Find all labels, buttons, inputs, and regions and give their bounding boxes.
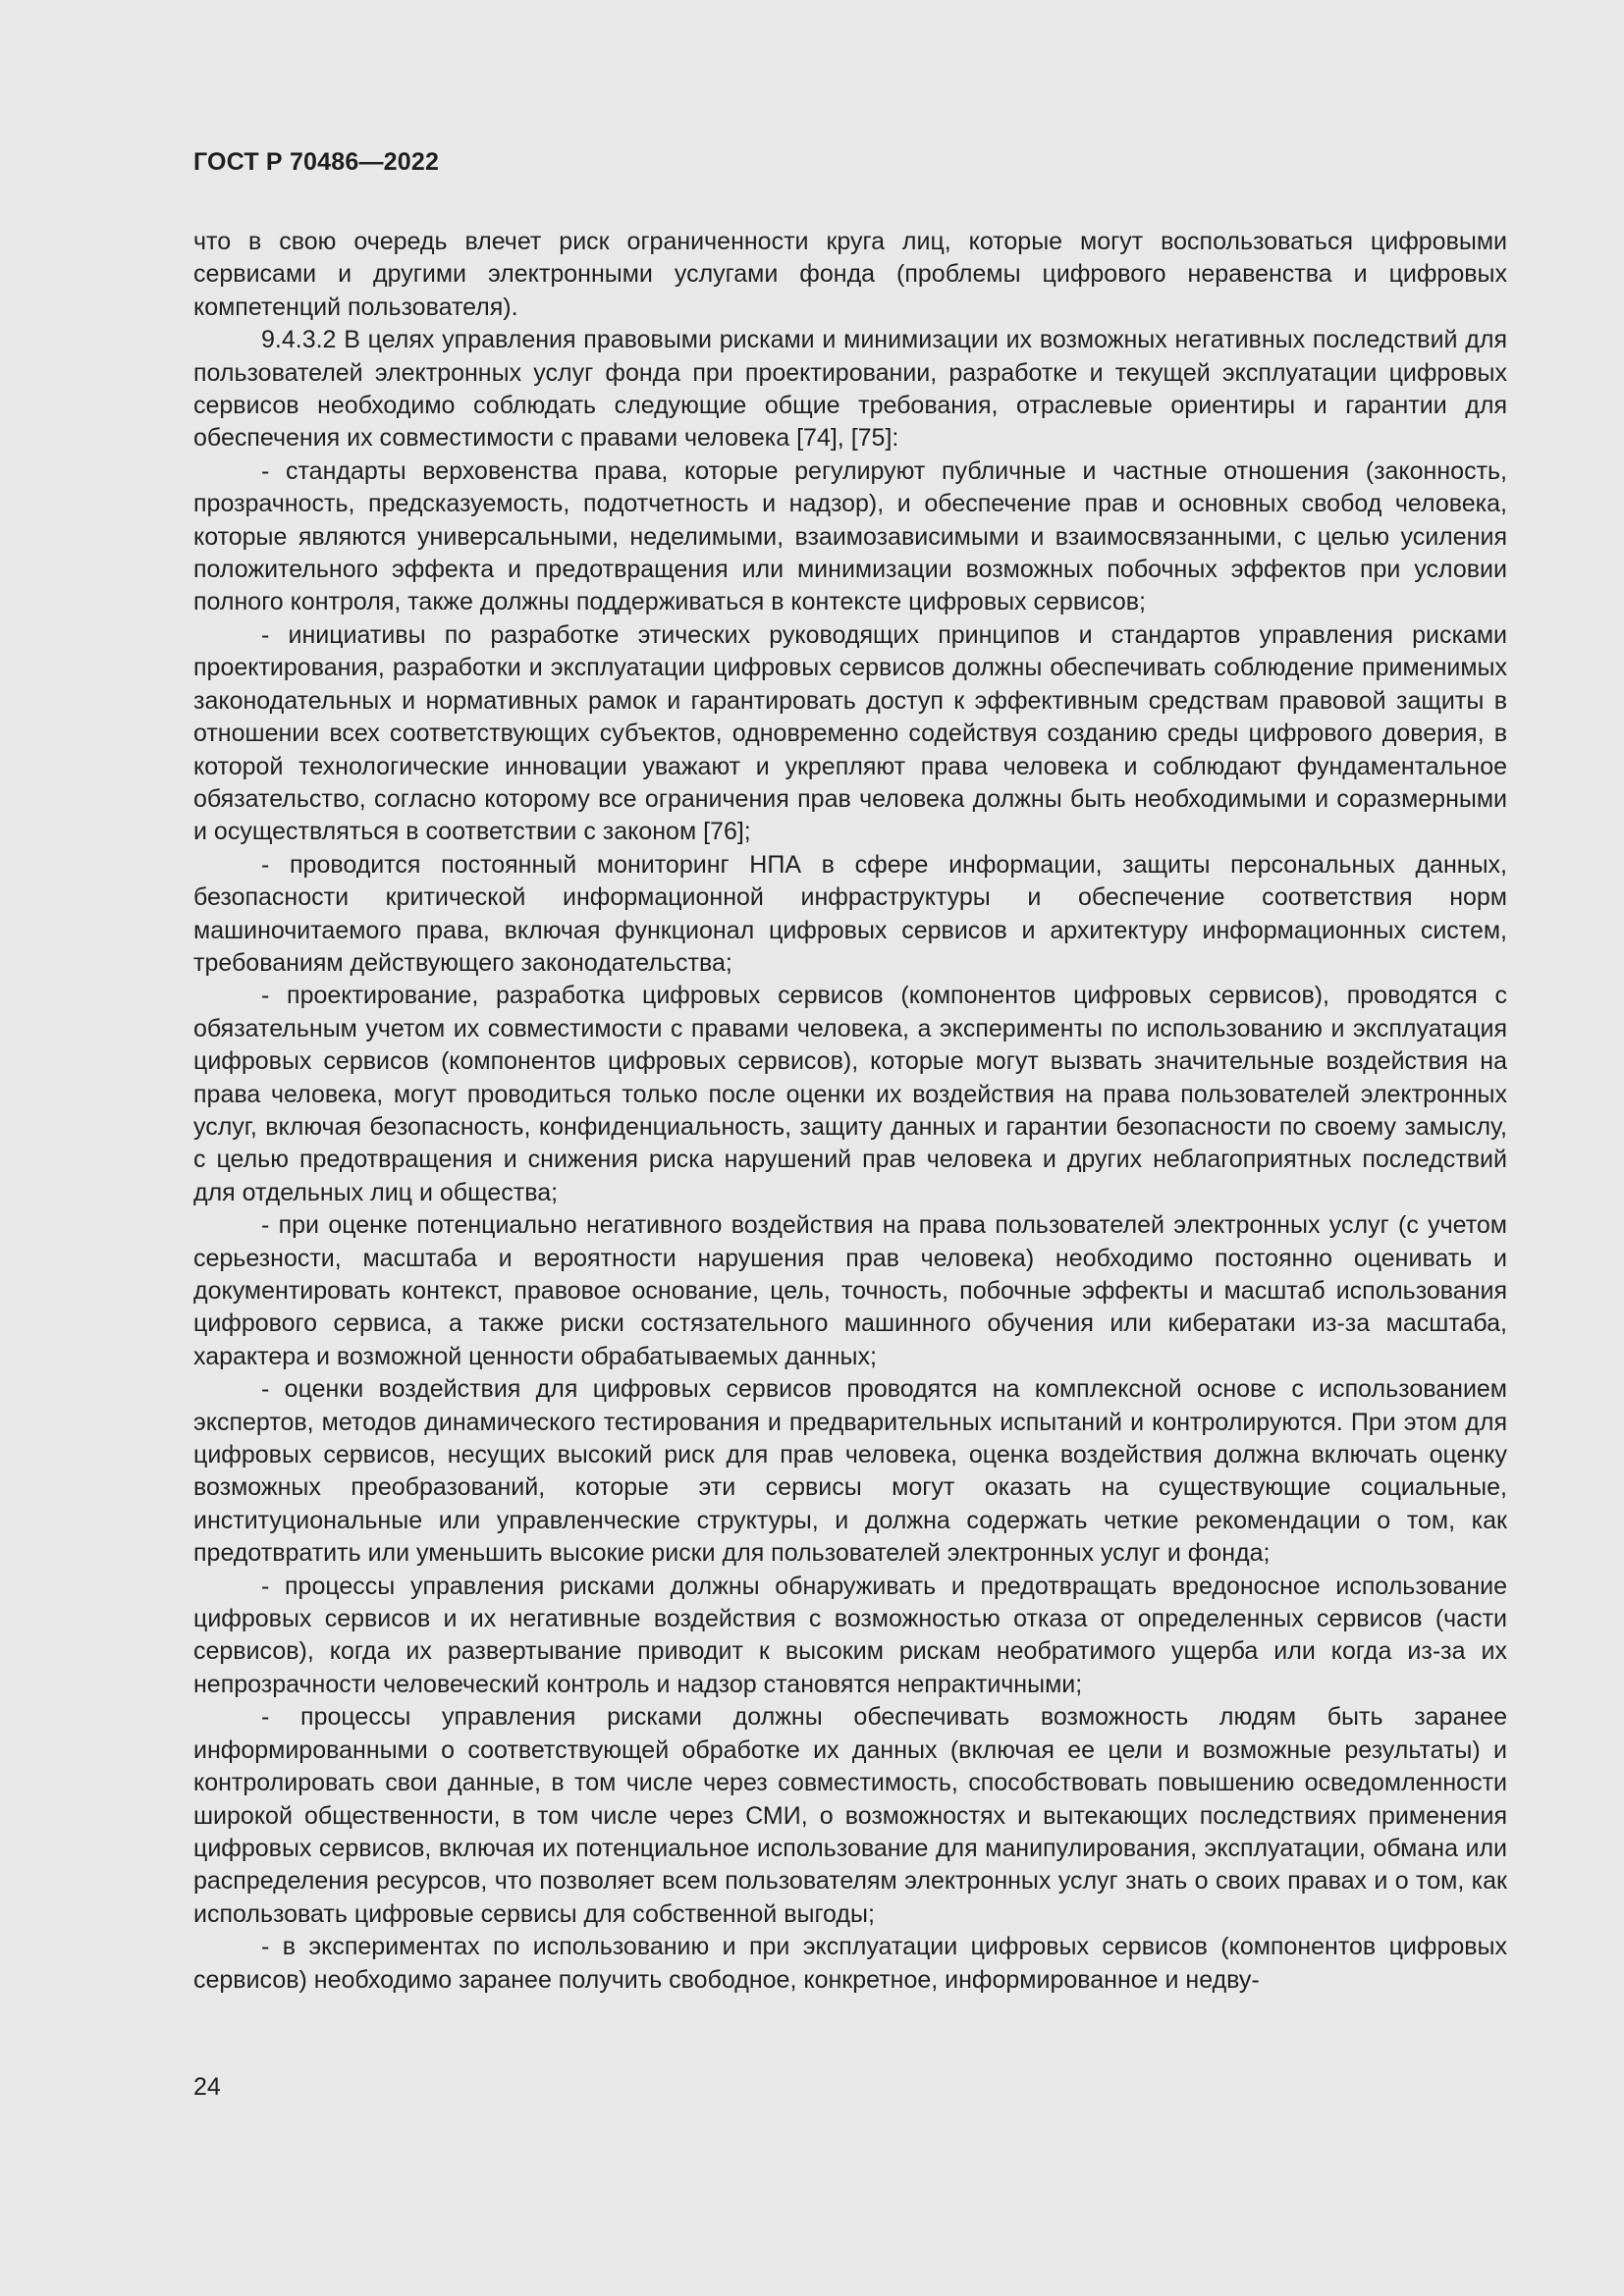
paragraph: 9.4.3.2 В целях управления правовыми рисками и минимизации их возможных негативных последствий для пользователей электронных услуг фонда при проектировании, разработке и текущей эксплуатации цифровых сервисов необходимо соблюдать следующие общие требования, отраслевые ориентиры и гарантии для обеспечения их совместимости с правами человека [74], [75]: <box>193 326 1507 453</box>
list-item: - проектирование, разработка цифровых сервисов (компонентов цифровых сервисов), проводятся с обязательным учетом их совместимости с правами человека, а эксперименты по использованию и эксплуатация цифровых сервисов (компонентов цифровых сервисов), которые могут вызвать значительные воздействия на права человека, могут проводиться только после оценки их воздействия на права пользователей электронных услуг, включая безопасность, конфиденциальность, защиту данных и гарантии безопасности по своему замыслу, с целью предотвращения и снижения риска нарушений прав человека и других неблагоприятных последствий для отдельных лиц и общества; <box>193 982 1507 1206</box>
list-item: - инициативы по разработке этических руководящих принципов и стандартов управления рисками проектирования, разработки и эксплуатации цифровых сервисов должны обеспечивать соблюдение применимых законодательных и нормативных рамок и гарантировать доступ к эффективным средствам правовой защиты в отношении всех соответствующих субъектов, одновременно содействуя созданию среды цифрового доверия, в которой технологические инновации уважают и укрепляют права человека и соблюдают фундаментальное обязательство, согласно которому все ограничения прав человека должны быть необходимыми и соразмерными и осуществляться в соответствии с законом [76]; <box>193 620 1507 846</box>
list-item: - проводится постоянный мониторинг НПА в сфере информации, защиты персональных данных, безопасности критической информационной инфраструктуры и обеспечение соответствия норм машиночитаемого права, включая функционал цифровых сервисов и архитектуру информационных систем, требованиям действующего законодательства; <box>193 850 1507 977</box>
list-item: - процессы управления рисками должны обнаруживать и предотвращать вредоносное использование цифровых сервисов и их негативные воздействия с возможностью отказа от определенных сервисов (части сервисов), когда их развертывание приводит к высоким рискам необратимого ущерба или когда из-за их непрозрачности человеческий контроль и надзор становятся непрактичными; <box>193 1572 1507 1698</box>
page-number: 24 <box>193 2073 221 2101</box>
list-item: - оценки воздействия для цифровых сервисов проводятся на комплексной основе с использованием экспертов, методов динамического тестирования и предварительных испытаний и контролируются. При этом для цифровых сервисов, несущих высокий риск для прав человека, оценка воздействия должна включать оценку возможных преобразований, которые эти сервисы могут оказать на существующие социальные, институциональные или управленческие структуры, и должна содержать четкие рекомендации о том, как предотвратить или уменьшить высокие риски для пользователей электронных услуг и фонда; <box>193 1375 1507 1568</box>
list-item: - процессы управления рисками должны обеспечивать возможность людям быть заранее информированными о соответствующей обработке их данных (включая ее цели и возможные результаты) и контролировать свои данные, в том числе через совместимость, способствовать повышению осведомленности широкой общественности, в том числе через СМИ, о возможностях и вытекающих последствиях применения цифровых сервисов, включая их потенциальное использование для манипулирования, эксплуатации, обмана или распределения ресурсов, что позволяет всем пользователям электронных услуг знать о своих правах и о том, как использовать цифровые сервисы для собственной выгоды; <box>193 1703 1507 1928</box>
document-header: ГОСТ Р 70486—2022 <box>193 148 440 176</box>
document-body <box>193 226 1507 1997</box>
list-item: - в экспериментах по использованию и при эксплуатации цифровых сервисов (компонентов цифровых сервисов) необходимо заранее получить свободное, конкретное, информированное и недву- <box>193 1933 1507 1994</box>
paragraph: что в свою очередь влечет риск ограниченности круга лиц, которые могут воспользоваться цифровыми сервисами и другими электронными услугами фонда (проблемы цифрового неравенства и цифровых компетенций пользователя). <box>193 228 1507 321</box>
list-item: - стандарты верховенства права, которые регулируют публичные и частные отношения (законность, прозрачность, предсказуемость, подотчетность и надзор), и обеспечение прав и основных свобод человека, которые являются универсальными, неделимыми, взаимозависимыми и взаимосвязанными, с целью усиления положительного эффекта и предотвращения или минимизации возможных побочных эффектов при условии полного контроля, также должны поддерживаться в контексте цифровых сервисов; <box>193 456 1507 616</box>
list-item: - при оценке потенциально негативного воздействия на права пользователей электронных услуг (с учетом серьезности, масштаба и вероятности нарушения прав человека) необходимо постоянно оценивать и документировать контекст, правовое основание, цель, точность, побочные эффекты и масштаб использования цифрового сервиса, а также риски состязательного машинного обучения или кибератаки из-за масштаба, характера и возможной ценности обрабатываемых данных; <box>193 1211 1507 1370</box>
